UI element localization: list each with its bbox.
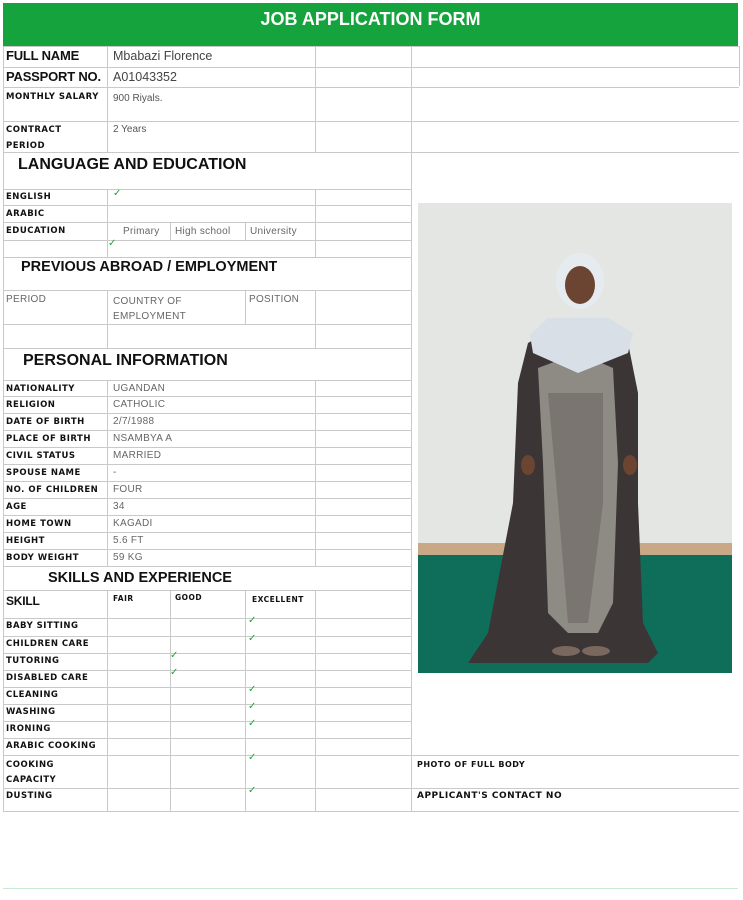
grid-line: [411, 755, 739, 756]
grid-line: [3, 152, 739, 153]
spouse-name-value: -: [113, 467, 117, 478]
abroad-country-header: COUNTRY OF EMPLOYMENT: [113, 296, 187, 322]
grid-line: [411, 46, 412, 811]
grid-line: [3, 481, 411, 482]
height-value: 5.6 FT: [113, 535, 144, 546]
no-of-children-value: FOUR: [113, 484, 143, 495]
grid-line: [3, 380, 411, 381]
grid-line: [3, 721, 411, 722]
home-town-label: HOME TOWN: [6, 519, 72, 529]
spouse-name-label: SPOUSE NAME: [6, 468, 81, 478]
grid-line: [3, 205, 411, 206]
english-label: ENGLISH: [6, 192, 52, 202]
passport-value: A01043352: [113, 70, 177, 84]
grid-line: [3, 788, 411, 789]
grid-line: [3, 653, 411, 654]
full-name-label: FULL NAME: [6, 48, 80, 63]
edu-option-university: University: [250, 226, 297, 237]
skill-dusting-label: DUSTING: [6, 791, 53, 801]
skills-experience-heading: SKILLS AND EXPERIENCE: [48, 570, 232, 586]
full-name-value: Mbabazi Florence: [113, 49, 213, 63]
grid-line: [315, 380, 316, 566]
applicant-contact-label: APPLICANT'S CONTACT NO: [417, 791, 563, 801]
grid-line: [3, 532, 411, 533]
skill-disabled-care-check: ✓: [170, 667, 179, 678]
skill-tutoring-label: TUTORING: [6, 656, 60, 666]
skill-tutoring-check: ✓: [170, 650, 179, 661]
grid-line: [107, 46, 108, 152]
grid-line: [315, 189, 316, 257]
grid-line: [3, 687, 411, 688]
nationality-value: UGANDAN: [113, 383, 166, 394]
skill-cleaning-label: CLEANING: [6, 690, 59, 700]
height-label: HEIGHT: [6, 536, 45, 546]
grid-line: [3, 738, 411, 739]
skill-cleaning-check: ✓: [248, 684, 257, 695]
arabic-label: ARABIC: [6, 209, 45, 219]
religion-label: RELIGION: [6, 400, 56, 410]
form-title: JOB APPLICATION FORM: [3, 3, 738, 46]
monthly-salary-label: MONTHLY SALARY: [6, 92, 99, 102]
grid-line: [315, 46, 316, 152]
grid-line: [107, 290, 108, 348]
grid-line: [3, 257, 411, 258]
grid-line: [3, 46, 4, 811]
grid-line: [245, 290, 246, 324]
grid-line: [245, 222, 246, 240]
fair-column-header: FAIR: [113, 594, 134, 603]
grid-line: [3, 590, 411, 591]
grid-line: [3, 67, 739, 68]
grid-line: [3, 396, 411, 397]
language-education-heading: LANGUAGE AND EDUCATION: [18, 156, 247, 173]
grid-line: [3, 413, 411, 414]
grid-line: [3, 704, 411, 705]
skill-children-care-label: CHILDREN CARE: [6, 639, 90, 649]
grid-line: [3, 222, 411, 223]
skill-disabled-care-label: DISABLED CARE: [6, 673, 89, 683]
personal-information-heading: PERSONAL INFORMATION: [23, 352, 228, 369]
edu-option-high-school: High school: [175, 226, 231, 237]
english-check: ✓: [113, 188, 122, 199]
grid-line: [3, 498, 411, 499]
passport-label: PASSPORT NO.: [6, 69, 101, 84]
education-primary-check: ✓: [108, 238, 117, 249]
previous-abroad-heading: PREVIOUS ABROAD / EMPLOYMENT: [21, 259, 278, 275]
person-photo-illustration: [418, 203, 732, 673]
place-of-birth-value: NSAMBYA A: [113, 433, 173, 444]
grid-line: [170, 590, 171, 811]
grid-line: [411, 811, 739, 812]
home-town-value: KAGADI: [113, 518, 153, 529]
grid-line: [107, 380, 108, 566]
skill-dusting-check: ✓: [248, 785, 257, 796]
grid-line: [3, 515, 411, 516]
no-of-children-label: NO. OF CHILDREN: [6, 485, 99, 495]
grid-line: [3, 549, 411, 550]
skill-ironing-label: IRONING: [6, 724, 51, 734]
skill-arabic-cooking-label: ARABIC COOKING: [6, 741, 97, 751]
grid-line: [739, 46, 740, 86]
age-value: 34: [113, 501, 125, 512]
civil-status-label: CIVIL STATUS: [6, 451, 76, 461]
abroad-period-header: PERIOD: [6, 294, 47, 305]
skill-washing-label: WASHING: [6, 707, 56, 717]
body-weight-value: 59 KG: [113, 552, 143, 563]
grid-line: [3, 447, 411, 448]
grid-line: [3, 87, 739, 88]
grid-line: [3, 464, 411, 465]
skill-column-header: SKILL: [6, 594, 40, 608]
grid-line: [3, 618, 411, 619]
grid-line: [3, 755, 411, 756]
nationality-label: NATIONALITY: [6, 384, 75, 394]
abroad-position-header: POSITION: [249, 294, 300, 305]
grid-line: [107, 590, 108, 811]
contract-period-label: CONTRACT PERIOD: [6, 125, 62, 151]
body-weight-label: BODY WEIGHT: [6, 553, 79, 563]
grid-line: [3, 811, 411, 812]
age-label: AGE: [6, 502, 27, 512]
grid-line: [3, 189, 411, 190]
civil-status-value: MARRIED: [113, 450, 162, 461]
grid-line: [3, 240, 411, 241]
date-of-birth-value: 2/7/1988: [113, 416, 155, 427]
skill-children-care-check: ✓: [248, 633, 257, 644]
date-of-birth-label: DATE OF BIRTH: [6, 417, 85, 427]
excellent-column-header: EXCELLENT: [252, 595, 304, 604]
contract-period-value: 2 Years: [113, 124, 147, 135]
grid-line: [3, 121, 739, 122]
grid-line: [411, 788, 739, 789]
skill-cooking-capacity-check: ✓: [248, 752, 257, 763]
photo-caption: PHOTO OF FULL BODY: [417, 760, 526, 769]
footer-divider: [3, 888, 738, 889]
grid-line: [245, 590, 246, 811]
grid-line: [3, 566, 411, 567]
grid-line: [3, 670, 411, 671]
religion-value: CATHOLIC: [113, 399, 166, 410]
applicant-full-body-photo: [418, 203, 732, 673]
skill-baby-sitting-check: ✓: [248, 615, 257, 626]
monthly-salary-value: 900 Riyals.: [113, 93, 163, 104]
edu-option-primary: Primary: [123, 226, 160, 237]
grid-line: [3, 348, 411, 349]
place-of-birth-label: PLACE OF BIRTH: [6, 434, 91, 444]
education-label: EDUCATION: [6, 226, 66, 236]
skill-washing-check: ✓: [248, 701, 257, 712]
grid-line: [315, 290, 316, 348]
skill-baby-sitting-label: BABY SITTING: [6, 621, 79, 631]
grid-line: [170, 222, 171, 240]
grid-line: [3, 290, 411, 291]
grid-line: [3, 636, 411, 637]
skill-cooking-capacity-label: COOKING CAPACITY: [6, 760, 57, 785]
grid-line: [3, 430, 411, 431]
good-column-header: GOOD: [175, 593, 203, 602]
skill-ironing-check: ✓: [248, 718, 257, 729]
grid-line: [3, 324, 411, 325]
grid-line: [3, 46, 739, 47]
grid-line: [315, 590, 316, 811]
